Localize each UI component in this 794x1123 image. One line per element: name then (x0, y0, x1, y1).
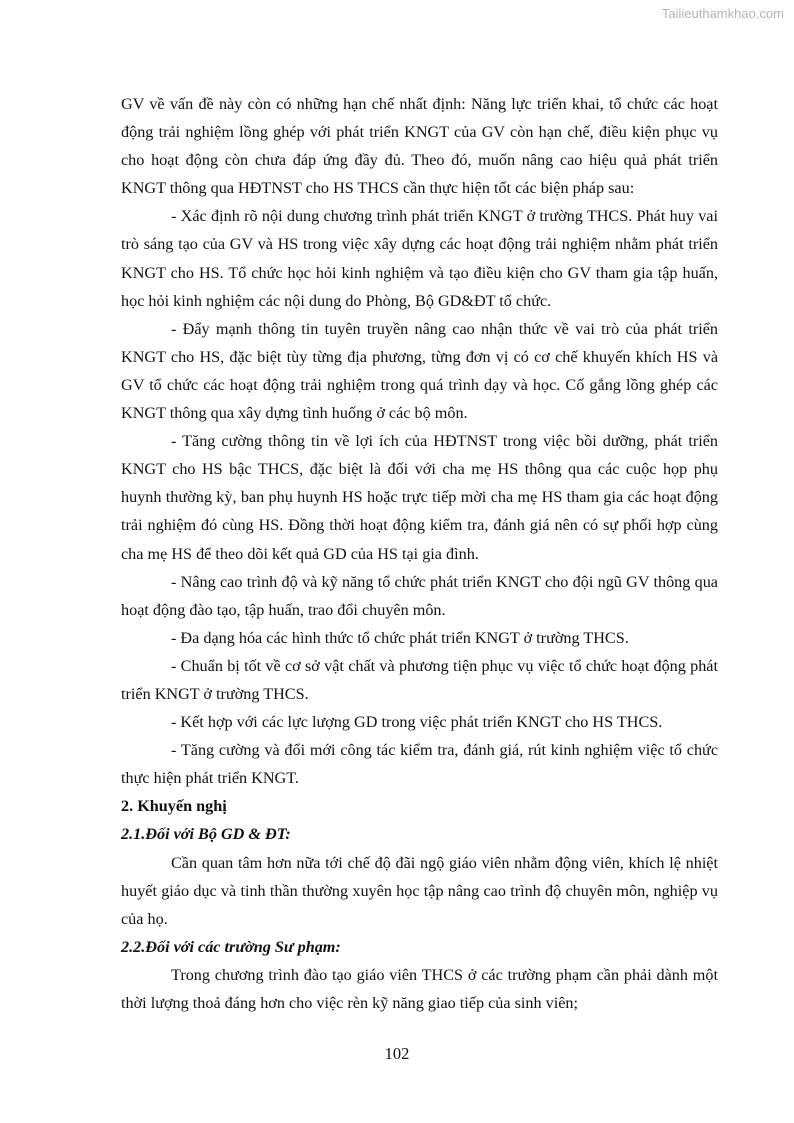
bullet-paragraph-4: - Nâng cao trình độ và kỹ năng tổ chức phát triển KNGT cho đội ngũ GV thông qua hoạt động đào tạo, tập huấn, trao đổi chuyên môn. (121, 572, 718, 619)
bullet-paragraph-5: - Đa dạng hóa các hình thức tổ chức phát triển KNGT ở trường THCS. (171, 628, 629, 647)
bullet-paragraph-3: - Tăng cường thông tin về lợi ích của HĐTNST trong việc bồi dưỡng, phát triển KNGT cho HS bậc THCS, đặc biệt là đối với cha mẹ HS thông qua các cuộc họp phụ huynh thường kỳ, ban phụ huynh HS hoặc trực tiếp mời cha mẹ HS tham gia các hoạt động trải nghiệm đó cùng HS. Đồng thời hoạt động kiểm tra, đánh giá nên có sự phối hợp cùng cha mẹ HS để theo dõi kết quả GD của HS tại gia đình. (121, 432, 718, 563)
bullet-paragraph-7: - Kết hợp với các lực lượng GD trong việc phát triển KNGT cho HS THCS. (171, 713, 663, 732)
subsection-heading-ministry: 2.1.Đối với Bộ GD & ĐT: (121, 825, 291, 844)
page-body (121, 90, 718, 1017)
subsection-heading-pedagogical-schools: 2.2.Đối với các trường Sư phạm: (121, 937, 341, 956)
ministry-recommendation-text: Cần quan tâm hơn nữa tới chế độ đãi ngộ giáo viên nhằm động viên, khích lệ nhiệt huyết giáo dục và tinh thần thường xuyên học tập nâng cao trình độ chuyên môn, nghiệp vụ của họ. (121, 853, 718, 928)
bullet-paragraph-8: - Tăng cường và đổi mới công tác kiểm tra, đánh giá, rút kinh nghiệm việc tổ chức thực hiện phát triển KNGT. (121, 741, 718, 788)
paragraph-intro: GV về vấn đề này còn có những hạn chế nhất định: Năng lực triển khai, tổ chức các hoạt động trải nghiệm lồng ghép với phát triển KNGT của GV còn hạn chế, điều kiện phục vụ cho hoạt động còn chưa đáp ứng đầy đủ. Theo đó, muốn nâng cao hiệu quả phát triển KNGT thông qua HĐTNST cho HS THCS cần thực hiện tốt các biện pháp sau: (121, 95, 718, 198)
bullet-paragraph-2: - Đẩy mạnh thông tin tuyên truyền nâng cao nhận thức về vai trò của phát triển KNGT cho HS, đặc biệt tùy từng địa phương, từng đơn vị có cơ chế khuyến khích HS và GV tổ chức các hoạt động trải nghiệm trong quá trình dạy và học. Cố gắng lồng ghép các KNGT thông qua xây dựng tình huống ở các bộ môn. (121, 319, 718, 423)
section-heading-recommendations: 2. Khuyến nghị (121, 797, 227, 816)
pedagogical-schools-recommendation-text: Trong chương trình đào tạo giáo viên THCS ở các trường phạm cần phải dành một thời lượng thoả đáng hơn cho việc rèn kỹ năng giao tiếp của sinh viên; (121, 965, 718, 1012)
page-number: 102 (384, 1044, 410, 1063)
bullet-paragraph-6: - Chuẩn bị tốt về cơ sở vật chất và phương tiện phục vụ việc tổ chức hoạt động phát triển KNGT ở trường THCS. (121, 656, 718, 703)
bullet-paragraph-1: - Xác định rõ nội dung chương trình phát triển KNGT ở trường THCS. Phát huy vai trò sáng tạo của GV và HS trong việc xây dựng các hoạt động trải nghiệm nhằm phát triển KNGT cho HS. Tổ chức học hỏi kinh nghiệm và tạo điều kiện cho GV tham gia tập huấn, học hỏi kinh nghiệm các nội dung do Phòng, Bộ GD&ĐT tổ chức. (121, 207, 718, 310)
watermark-text: Tailieuthamkhao.com (661, 6, 784, 21)
